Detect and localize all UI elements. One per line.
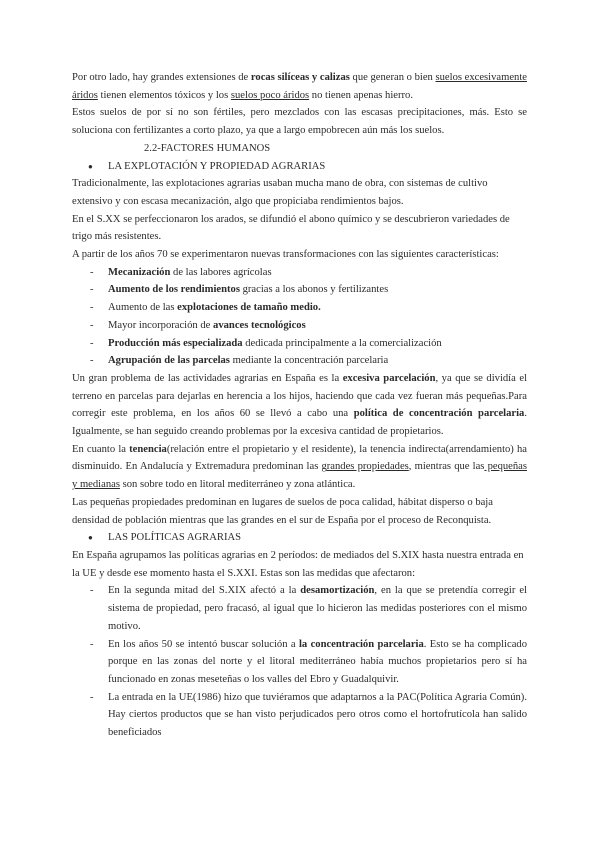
dash-marker: - [90, 355, 94, 367]
text: , mientras que las [408, 461, 485, 473]
bold-term: Mecanización [108, 266, 171, 278]
list-item [72, 689, 527, 742]
text: . Esto se ha complicado porque en las zonas del norte y el litoral mediterráneo había muchos propietarios pero sí ha funcionado en zonas meseteñas o los valles del Ebro y Guadalquivir. [108, 638, 527, 685]
paragraph-tenencia [72, 441, 527, 494]
underlined-term: suelos poco áridos [230, 89, 310, 101]
underlined-term: pequeñas y medianas [72, 461, 528, 491]
document-body [72, 69, 527, 742]
text: En la segunda mitad del S.XIX afectó a la [108, 585, 301, 597]
text: gracias a los abonos y fertilizantes [239, 284, 389, 296]
text: (relación entre el propietario y el residente), la tenencia indirecta(arrendamiento) ha disminuido. En Andalucía y Extremadura predominan las [72, 443, 527, 473]
dash-marker: - [90, 319, 94, 331]
dash-marker: - [90, 691, 94, 703]
text: no tienen apenas hierro. [309, 89, 413, 101]
dash-marker: - [90, 284, 94, 296]
text: mediante la concentración parcelaria [229, 355, 389, 367]
text: En cuanto la [72, 443, 130, 455]
list-item [72, 299, 527, 317]
bold-term: explotaciones de tamaño medio. [177, 302, 321, 314]
text: son sobre todo en litoral mediterráneo y zona atlántica. [119, 479, 356, 491]
measures-list [72, 582, 527, 741]
text: , ya que se dividía el terreno en parcelas para dejarlas en herencia a los hijos, haciendo que cada vez fueran más pequeñas.Para corregir este problema, en los años 60 se llevó a cabo una [72, 372, 528, 420]
bullet-marker-icon: ● [88, 161, 93, 171]
dash-marker: - [90, 638, 94, 650]
paragraph-periodos: En España agrupamos las políticas agrarias en 2 períodos: de mediados del S.XIX hasta nuestra entrada en la UE y desde ese momento hasta el S.XXI. Estas son las medidas que afectaron: [72, 549, 524, 579]
bold-term: la concentración parcelaria [298, 638, 424, 650]
text: Por otro lado, hay grandes extensiones de [72, 72, 251, 83]
section-heading-factors: 2.2-FACTORES HUMANOS [144, 142, 271, 154]
text: En los años 50 se intentó buscar solución a [108, 638, 299, 650]
list-item [72, 281, 527, 299]
list-item [72, 636, 527, 689]
bold-term: desamortización [300, 585, 375, 597]
bullet-heading-text: LA EXPLOTACIÓN Y PROPIEDAD AGRARIAS [108, 160, 326, 172]
bold-term: rocas silíceas y calizas [250, 72, 350, 83]
text: tienen elementos tóxicos y los [97, 89, 231, 101]
bold-term: excesiva parcelación [342, 372, 436, 384]
paragraph-soils [72, 69, 527, 104]
text: . Igualmente, se han seguido creando problemas por la excesiva cantidad de propietarios. [72, 408, 527, 438]
list-item [72, 335, 527, 353]
list-item [72, 582, 527, 635]
text: que generan o bien [349, 72, 436, 83]
dash-marker: - [90, 337, 94, 349]
dash-marker: - [90, 585, 94, 597]
list-item [72, 352, 527, 370]
paragraph-pequenas-propiedades: Las pequeñas propiedades predominan en lugares de suelos de poca calidad, hábitat disperso o baja densidad de población mientras que las grandes en el sur de España por el proceso de Reconquista. [72, 496, 493, 526]
text: Un gran problema de las actividades agrarias en España es la [72, 372, 343, 384]
text: Aumento de las [108, 302, 178, 314]
bold-term: tenencia [129, 443, 167, 455]
list-item [72, 264, 527, 282]
underlined-term: grandes propiedades [321, 461, 409, 473]
bullet-marker-icon: ● [88, 533, 93, 543]
paragraph-parcelacion [72, 370, 527, 441]
text: de las labores agrícolas [170, 266, 272, 278]
paragraph-70s: A partir de los años 70 se experimentaron nuevas transformaciones con las siguientes características: [72, 249, 499, 261]
text: Mayor incorporación de [108, 319, 214, 331]
list-item [72, 317, 527, 335]
bold-term: política de concentración parcelaria [353, 408, 525, 420]
underlined-term: suelos excesivamente áridos [72, 72, 527, 101]
characteristics-list [72, 264, 527, 370]
bullet-heading-politicas [72, 529, 527, 547]
bold-term: avances tecnológicos [213, 319, 306, 331]
dash-marker: - [90, 266, 94, 278]
paragraph-traditional: Tradicionalmente, las explotaciones agrarias usaban mucha mano de obra, con sistemas de cultivo extensivo y con escasa mecanización, algo que propiciaba rendimientos bajos. [72, 178, 488, 207]
bold-term: Agrupación de las parcelas [108, 355, 230, 367]
bullet-heading-text: LAS POLÍTICAS AGRARIAS [108, 532, 242, 544]
bullet-heading-explotacion [72, 158, 527, 176]
text: , en la que se pretendía corregir el sistema de propiedad, pero fracasó, al igual que lo hicieron las medidas posteriores con el mismo motivo. [108, 585, 527, 632]
text: dedicada principalmente a la comercialización [242, 337, 442, 349]
bold-term: Aumento de los rendimientos [108, 284, 240, 296]
paragraph-fertility: Estos suelos de por sí no son fértiles, pero mezclados con las escasas precipitaciones, más. Esto se soluciona con fertilizantes a corto plazo, ya que a largo empobrecen aún más los suelos. [72, 107, 527, 137]
paragraph-sxx: En el S.XX se perfeccionaron los arados, se difundió el abono químico y se descubrieron variedades de trigo más resistentes. [72, 213, 510, 243]
text: La entrada en la UE(1986) hizo que tuviéramos que adaptarnos a la PAC(Política Agraria Común). Hay ciertos productos que se han visto perjudicados pero otros como el hortofrutícola han salido beneficiados [108, 691, 527, 739]
bold-term: Producción más especializada [108, 337, 243, 349]
dash-marker: - [90, 302, 94, 314]
